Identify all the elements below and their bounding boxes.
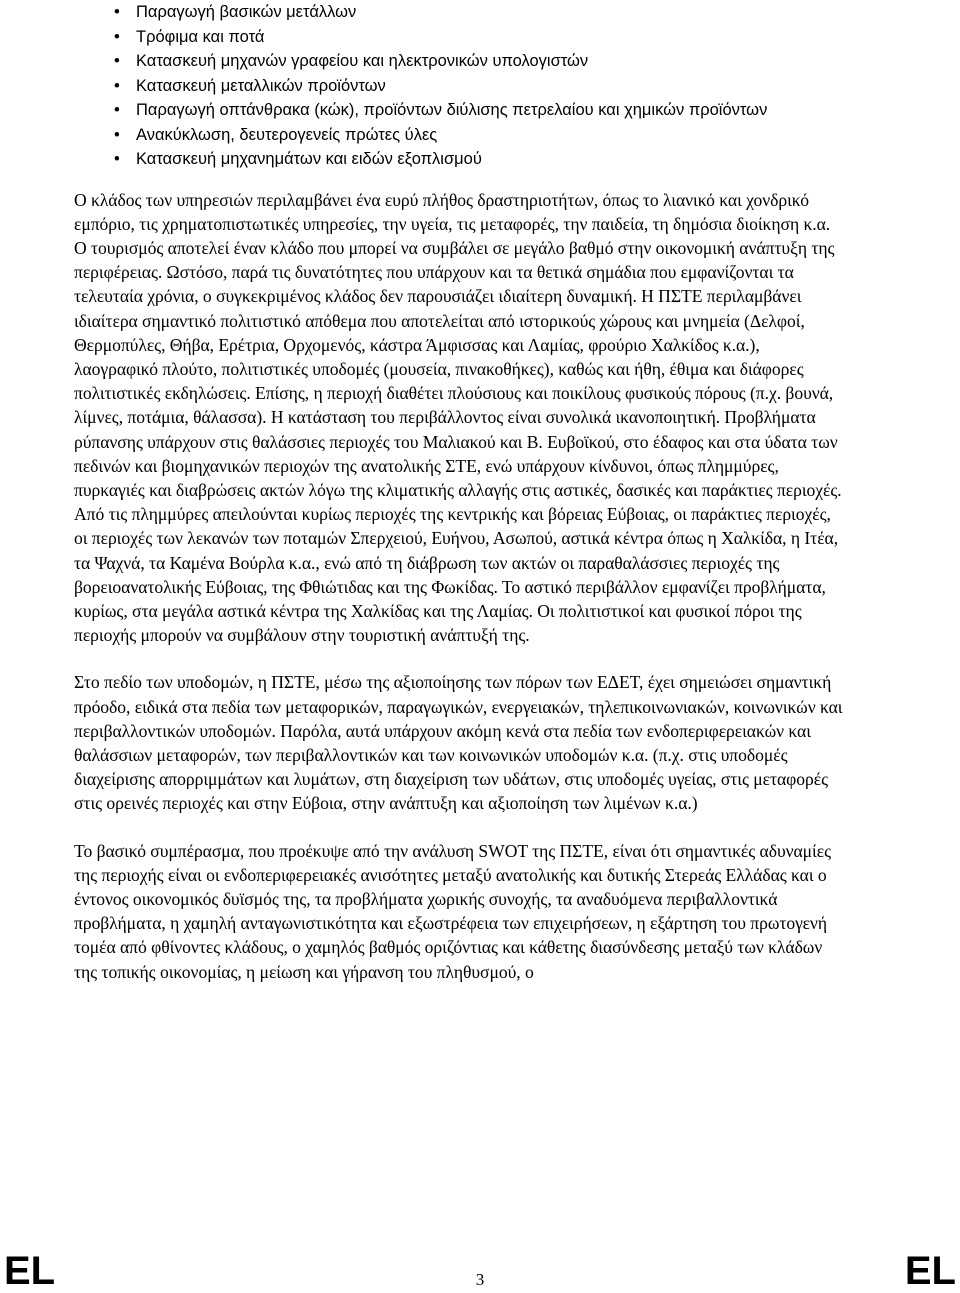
sector-list (74, 0, 846, 172)
page-number: 3 (475, 1270, 485, 1289)
footer-language-code-right: EL (904, 1249, 956, 1293)
list-item: • Τρόφιμα και ποτά (74, 25, 846, 50)
document-body (74, 0, 846, 984)
list-item: • Κατασκευή μεταλλικών προϊόντων (74, 74, 846, 99)
footer-language-code-left: EL (4, 1249, 56, 1293)
list-item: • Κατασκευή μηχανών γραφείου και ηλεκτρονικών υπολογιστών (74, 49, 846, 74)
list-item: • Ανακύκλωση, δευτερογενείς πρώτες ύλες (74, 123, 846, 148)
swot-paragraph: Το βασικό συμπέρασμα, που προέκυψε από την ανάλυση SWOT της ΠΣΤΕ, είναι ότι σημαντικές αδυναμίες της περιοχής είναι οι ενδοπεριφερειακές ανισότητες μεταξύ ανατολικής και δυτικής Στερεάς Ελλάδας και ο έντονος οικονομικός δυϊσμός της, τα προβλήματα χωρικής συνοχής, τα αναδυόμενα περιβαλλοντικά προβλήματα, η χαμηλή ανταγωνιστικότητα και εξωστρέφεια των επιχειρήσεων, η εξάρτηση του πρωτογενή τομέα από φθίνοντες κλάδους, ο χαμηλός βαθμός οριζόντιας και κάθετης διασύνδεσης μεταξύ των κλάδων της τοπικής οικονομίας, η μείωση και γήρανση του πληθυσμού, ο (74, 840, 831, 982)
services-paragraph: Ο κλάδος των υπηρεσιών περιλαμβάνει ένα ευρύ πλήθος δραστηριοτήτων, όπως το λιανικό και χονδρικό εμπόριο, τις χρηματοπιστωτικές υπηρεσίες, την υγεία, τις μεταφορές, την παιδεία, τη δημόσια διοίκηση κ.α. Ο τουρισμός αποτελεί έναν κλάδο που μπορεί να συμβάλει σε μεγάλο βαθμό στην οικονομική ανάπτυξη της περιφέρειας. Ωστόσο, παρά τις δυνατότητες που υπάρχουν και τα θετικά σημάδια που εμφανίζονται τα τελευταία χρόνια, ο συγκεκριμένος κλάδος δεν παρουσιάζει ιδιαίτερη δυναμική. Η ΠΣΤΕ περιλαμβάνει ιδιαίτερα σημαντικό πολιτιστικό απόθεμα που αποτελείται από ιστορικούς χώρους και μνημεία (Δελφοί, Θερμοπύλες, Θήβα, Ερέτρια, Ορχομενός, κάστρα Άμφισσας και Λαμίας, φρούριο Χαλκίδος κ.α.), λαογραφικό πλούτο, πολιτιστικές υποδομές (μουσεία, πινακοθήκες), καθώς και ήθη, έθιμα και διάφορες πολιτιστικές εκδηλώσεις. Επίσης, η περιοχή διαθέτει πλούσιους και ποικίλους φυσικούς πόρους (π.χ. βουνά, λίμνες, ποτάμια, θάλασσα). Η κατάσταση του περιβάλλοντος είναι συνολικά ικανοποιητική. Προβλήματα ρύπανσης υπάρχουν στις θαλάσσιες περιοχές του Μαλιακού και Β. Ευβοϊκού, στο έδαφος και στα ύδατα των πεδινών και βιομηχανικών περιοχών της ανατολικής ΣΤΕ, ενώ υπάρχουν κίνδυνοι, όπως πλημμύρες, πυρκαγιές και διαβρώσεις ακτών λόγω της κλιματικής αλλαγής στις αστικές, δασικές και παράκτιες περιοχές. Από τις πλημμύρες απειλούνται κυρίως περιοχές της κεντρικής και βόρειας Εύβοιας, οι παράκτιες περιοχές, οι περιοχές των λεκανών των ποταμών Σπερχειού, Ευήνου, Ασωπού, αστικά κέντρα όπως η Χαλκίδα, η Ιτέα, τα Ψαχνά, τα Καμένα Βούρλα κ.α., ενώ από τη διάβρωση των ακτών οι παραθαλάσσιες περιοχές της βορειοανατολικής Εύβοιας, της Φθιώτιδας και της Φωκίδας. Το αστικό περιβάλλον εμφανίζει προβλήματα, κυρίως, στα μεγάλα αστικά κέντρα της Χαλκίδας και της Λαμίας. Οι πολιτιστικοί και φυσικοί πόροι της περιοχής μπορούν να συμβάλουν στην τουριστική ανάπτυξή της. (74, 189, 842, 646)
infrastructure-paragraph: Στο πεδίο των υποδομών, η ΠΣΤΕ, μέσω της αξιοποίησης των πόρων των ΕΔΕΤ, έχει σημειώσει σημαντική πρόοδο, ειδικά στα πεδία των μεταφορικών, παραγωγικών, ενεργειακών, τηλεπικοινωνιακών, κοινωνικών και περιβαλλοντικών υποδομών. Παρόλα, αυτά υπάρχουν ακόμη κενά στα πεδία των ενδοπεριφερειακών και θαλάσσιων μεταφορών, των περιβαλλοντικών και των κοινωνικών υποδομών κ.α. (π.χ. στις υποδομές διαχείρισης απορριμμάτων και λυμάτων, στη διαχείριση των υδάτων, στις υποδομές υγείας, στις μεταφορές στις ορεινές περιοχές και στην Εύβοια, στην ανάπτυξη και αξιοποίηση των λιμένων κ.α.) (74, 672, 843, 814)
list-item: • Παραγωγή οπτάνθρακα (κώκ), προϊόντων διύλισης πετρελαίου και χημικών προϊόντων (74, 98, 846, 123)
list-item: • Παραγωγή βασικών μετάλλων (74, 0, 846, 25)
list-item: • Κατασκευή μηχανημάτων και ειδών εξοπλισμού (74, 147, 846, 172)
